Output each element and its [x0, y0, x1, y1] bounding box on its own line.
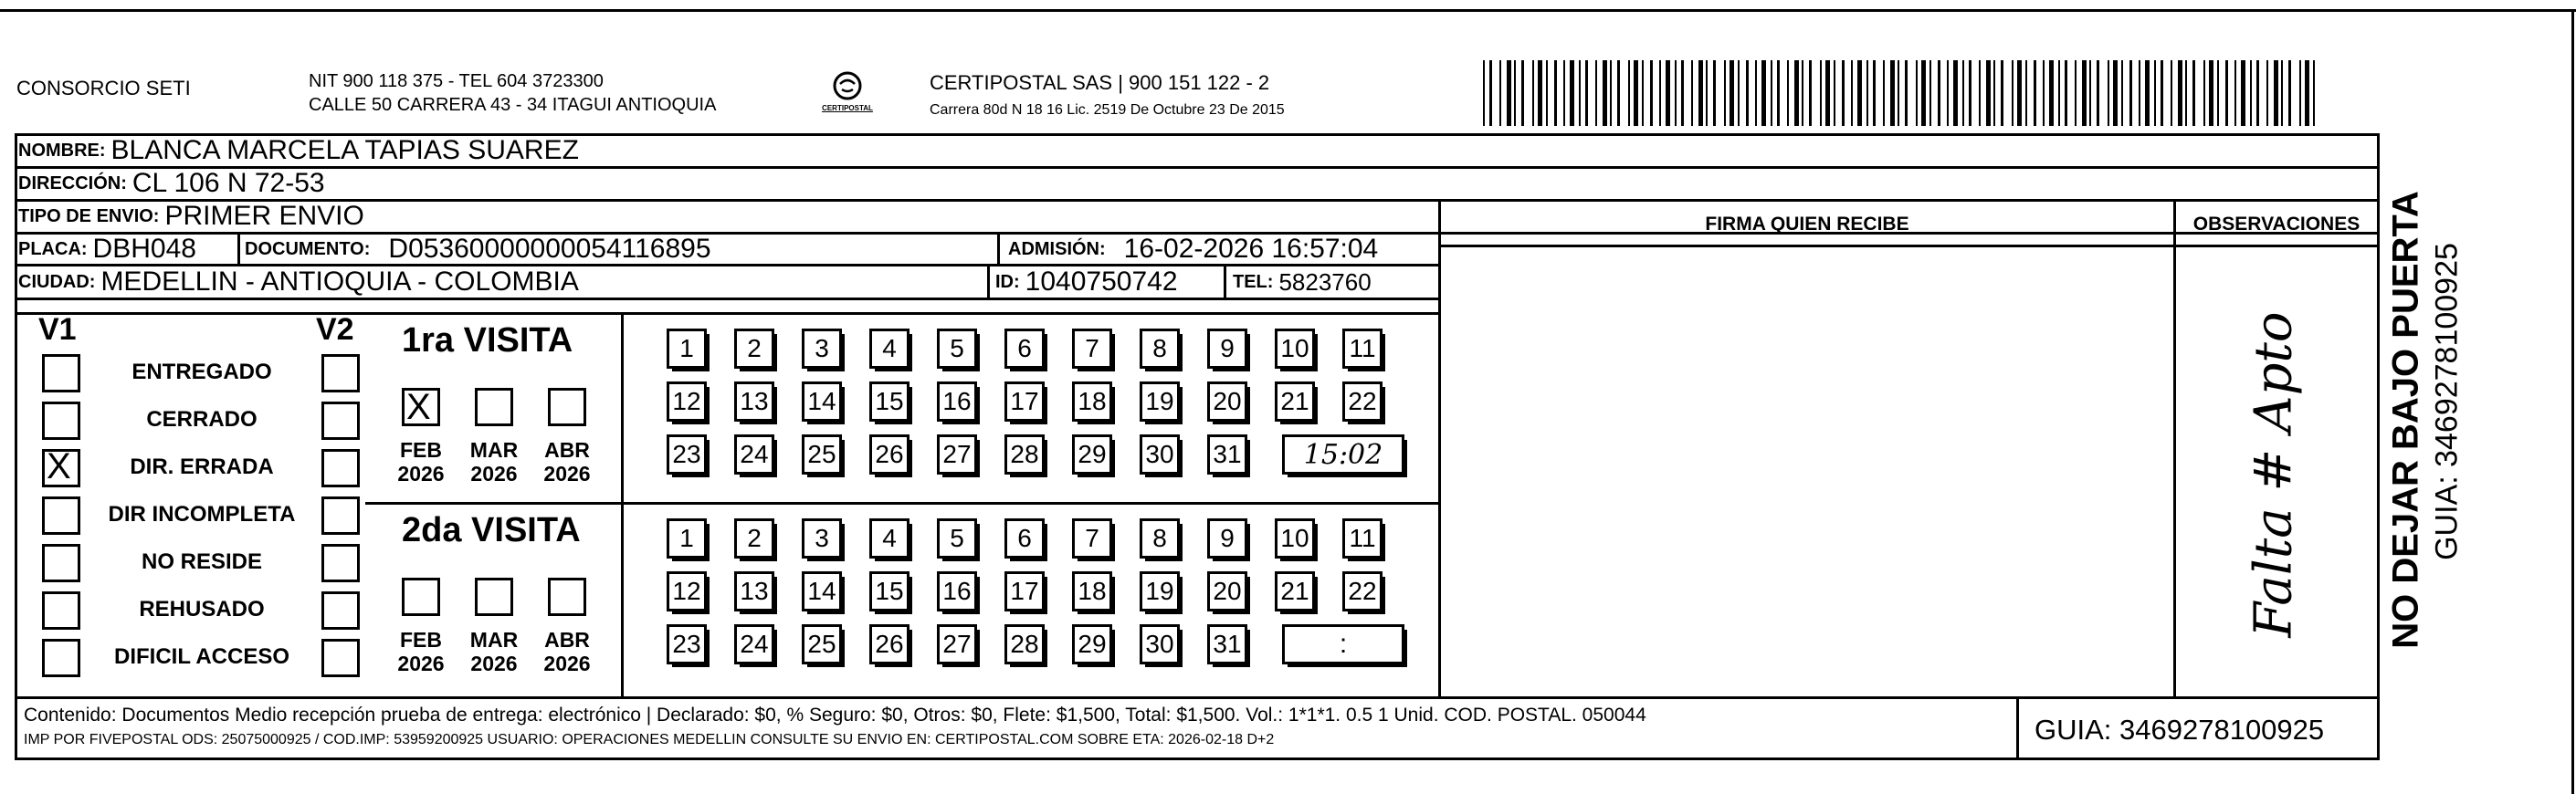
day-box[interactable]: 3 [802, 329, 842, 369]
year-label: 2026 [470, 652, 518, 675]
documento-label: DOCUMENTO: [245, 238, 371, 259]
day-box[interactable]: 9 [1207, 329, 1247, 369]
day-box[interactable]: 26 [869, 624, 909, 664]
rule-guia-div [2016, 696, 2019, 760]
day-box[interactable]: 8 [1140, 329, 1180, 369]
rule-right [2377, 133, 2380, 760]
rule-placa-div [237, 232, 240, 266]
ciudad-value: MEDELLIN - ANTIOQUIA - COLOMBIA [100, 266, 579, 297]
status-label: CERRADO [146, 407, 258, 432]
nombre-label: NOMBRE: [18, 140, 106, 161]
visit1-title: 1ra VISITA [402, 321, 573, 360]
rule-visit-split [365, 502, 1441, 505]
certipostal-logo: CERTIPOSTAL [811, 68, 884, 122]
day-box[interactable]: 25 [802, 624, 842, 664]
v2-checkbox[interactable] [321, 449, 360, 487]
day-box[interactable]: 23 [667, 434, 707, 475]
day-box[interactable]: 13 [734, 381, 774, 422]
day-box[interactable]: 19 [1140, 381, 1180, 422]
v1-checkbox[interactable] [42, 354, 80, 392]
day-box[interactable]: 6 [1004, 329, 1045, 369]
month-check-mark: X [406, 387, 431, 427]
day-box[interactable]: 29 [1072, 434, 1112, 475]
ciudad-label: CIUDAD: [18, 271, 96, 292]
rule-direccion [15, 199, 2380, 202]
day-box[interactable]: 30 [1140, 434, 1180, 475]
barcode [1483, 60, 2323, 126]
day-box[interactable]: 23 [667, 624, 707, 664]
day-box[interactable]: 22 [1342, 571, 1383, 611]
direccion-row [18, 167, 325, 200]
day-box[interactable]: 27 [937, 434, 977, 475]
id-label: ID: [995, 271, 1020, 292]
page-right-rule [2571, 9, 2574, 794]
day-box[interactable]: 19 [1140, 571, 1180, 611]
nit-line: NIT 900 118 375 - TEL 604 3723300 [309, 71, 604, 91]
day-box[interactable]: 1 [667, 518, 707, 559]
admision-row [1008, 233, 1378, 266]
year-label: 2026 [397, 462, 445, 486]
day-box[interactable]: 3 [802, 518, 842, 559]
v1-checkbox[interactable] [42, 496, 80, 535]
day-box[interactable]: 4 [869, 518, 909, 559]
tipo-label: TIPO DE ENVIO: [18, 205, 160, 226]
rule-obs-left [2173, 199, 2176, 699]
day-box[interactable]: 4 [869, 329, 909, 369]
id-value: 1040750742 [1025, 266, 1178, 297]
day-box[interactable]: 20 [1207, 571, 1247, 611]
placa-value: DBH048 [92, 234, 196, 264]
day-box[interactable]: 26 [869, 434, 909, 475]
side-warning: NO DEJAR BAJO PUERTA [2385, 191, 2426, 649]
tel-row [1233, 266, 1372, 298]
status-label: DIR INCOMPLETA [108, 502, 296, 527]
rule-id-div [987, 264, 990, 300]
month-checkbox[interactable] [475, 388, 513, 426]
month-checkbox[interactable] [475, 578, 513, 616]
day-box[interactable]: 11 [1342, 329, 1383, 369]
day-box[interactable]: 2 [734, 329, 774, 369]
rule-firma-left [1438, 199, 1441, 699]
v2-checkbox[interactable] [321, 496, 360, 535]
day-box[interactable]: 31 [1207, 624, 1247, 664]
day-box[interactable]: 10 [1275, 329, 1315, 369]
footer-line2: IMP POR FIVEPOSTAL ODS: 25075000925 / COD.IMP: 53959200925 USUARIO: OPERACIONES MEDELLIN CONSULTE SU ENVIO EN: CERTIPOSTAL.COM SOBRE ETA: 2026-02-18 D+2 [24, 732, 1275, 747]
day-box[interactable]: 12 [667, 571, 707, 611]
observaciones-header: OBSERVACIONES [2192, 214, 2360, 235]
month-checkbox[interactable] [402, 578, 440, 616]
day-box[interactable]: 10 [1275, 518, 1315, 559]
day-box[interactable]: 7 [1072, 329, 1112, 369]
footer-line1: Contenido: Documentos Medio recepción prueba de entrega: electrónico | Declarado: $0, % Seguro: $0, Otros: $0, Flete: $1,500, Total: $1,500. Vol.: 1*1*1. 0.5 1 Unid. COD. POSTAL. 050044 [24, 705, 1646, 726]
day-box[interactable]: 25 [802, 434, 842, 475]
day-box[interactable]: 20 [1207, 381, 1247, 422]
company-name: CONSORCIO SETI [16, 77, 191, 99]
v2-checkbox[interactable] [321, 544, 360, 582]
footer-guia: GUIA: 3469278100925 [2035, 714, 2325, 746]
day-box[interactable]: 5 [937, 518, 977, 559]
page-top-rule [0, 9, 2576, 12]
day-box[interactable]: 30 [1140, 624, 1180, 664]
address-line: CALLE 50 CARRERA 43 - 34 ITAGUI ANTIOQUIA [309, 95, 717, 115]
day-box[interactable]: 12 [667, 381, 707, 422]
v1-checkbox[interactable] [42, 402, 80, 440]
status-label: ENTREGADO [131, 360, 272, 384]
rule-left [15, 133, 17, 760]
rule-grid-top [15, 312, 1441, 315]
v2-checkbox[interactable] [321, 402, 360, 440]
month-label: MAR [469, 438, 519, 462]
signature-area[interactable] [1443, 248, 2171, 695]
day-box[interactable]: 11 [1342, 518, 1383, 559]
year-label: 2026 [470, 462, 518, 486]
documento-value: D05360000000054116895 [388, 234, 711, 264]
rule-footer-top [15, 696, 2380, 699]
day-box[interactable]: 28 [1004, 434, 1045, 475]
tel-value: 5823760 [1278, 267, 1372, 296]
month-label: ABR [544, 628, 590, 652]
tipo-row [18, 200, 364, 233]
status-label: REHUSADO [139, 597, 265, 622]
admision-label: ADMISIÓN: [1008, 238, 1106, 259]
certipostal-line: CERTIPOSTAL SAS | 900 151 122 - 2 [930, 71, 1270, 94]
year-label: 2026 [543, 652, 591, 675]
status-label: DIR. ERRADA [130, 454, 274, 479]
day-box[interactable]: 24 [734, 624, 774, 664]
day-box[interactable]: 15 [869, 571, 909, 611]
day-box[interactable]: 14 [802, 571, 842, 611]
day-box[interactable]: 29 [1072, 624, 1112, 664]
day-box[interactable]: 18 [1072, 571, 1112, 611]
day-box[interactable]: 7 [1072, 518, 1112, 559]
day-box[interactable]: 16 [937, 381, 977, 422]
certipostal-sub: Carrera 80d N 18 16 Lic. 2519 De Octubre 23 De 2015 [930, 102, 1285, 118]
month-label: FEB [400, 628, 442, 652]
admision-value: 16-02-2026 16:57:04 [1123, 234, 1379, 264]
visit2-title: 2da VISITA [402, 511, 581, 549]
day-box[interactable]: 1 [667, 329, 707, 369]
day-box[interactable]: 14 [802, 381, 842, 422]
side-guia: GUIA: 3469278100925 [2429, 243, 2465, 560]
year-label: 2026 [543, 462, 591, 486]
month-checkbox[interactable] [548, 388, 586, 426]
day-box[interactable]: 31 [1207, 434, 1247, 475]
rule-firma-header [1438, 245, 2380, 247]
month-label: FEB [400, 438, 442, 462]
firma-header: FIRMA QUIEN RECIBE [1705, 214, 1909, 235]
month-checkbox[interactable] [548, 578, 586, 616]
id-row [995, 266, 1178, 298]
tel-label: TEL: [1233, 271, 1274, 292]
v2-checkbox[interactable] [321, 354, 360, 392]
documento-row [245, 233, 711, 266]
day-box[interactable]: 24 [734, 434, 774, 475]
v2-checkbox[interactable] [321, 591, 360, 630]
time-box[interactable]: : [1282, 624, 1404, 664]
day-box[interactable]: 21 [1275, 571, 1315, 611]
v1-label: V1 [38, 312, 77, 347]
day-box[interactable]: 21 [1275, 381, 1315, 422]
placa-label: PLACA: [18, 238, 88, 259]
day-box[interactable]: 28 [1004, 624, 1045, 664]
month-label: MAR [469, 628, 519, 652]
day-box[interactable]: 27 [937, 624, 977, 664]
rule-tel-div [1224, 264, 1226, 300]
direccion-label: DIRECCIÓN: [18, 172, 127, 193]
day-box[interactable]: 8 [1140, 518, 1180, 559]
v2-label: V2 [316, 312, 354, 347]
direccion-value: CL 106 N 72-53 [131, 168, 325, 198]
day-box[interactable]: 9 [1207, 518, 1247, 559]
rule-admision-div [997, 232, 1000, 266]
v1-check-mark: X [47, 446, 71, 486]
day-box[interactable]: 17 [1004, 571, 1045, 611]
time-box[interactable]: 15:02 [1282, 434, 1404, 475]
nombre-value: BLANCA MARCELA TAPIAS SUAREZ [110, 135, 579, 165]
rule-visits-div [621, 312, 624, 699]
v1-checkbox[interactable] [42, 446, 80, 487]
observation-note: Falta # Apto [2244, 311, 2304, 638]
placa-row [18, 233, 196, 266]
rule-bottom [15, 757, 2380, 760]
month-checkbox[interactable] [402, 388, 440, 426]
ciudad-row [18, 266, 579, 298]
day-box[interactable]: 18 [1072, 381, 1112, 422]
day-box[interactable]: 16 [937, 571, 977, 611]
day-box[interactable]: 17 [1004, 381, 1045, 422]
year-label: 2026 [397, 652, 445, 675]
v1-checkbox[interactable] [42, 591, 80, 630]
v1-checkbox[interactable] [42, 639, 80, 677]
day-box[interactable]: 2 [734, 518, 774, 559]
tipo-value: PRIMER ENVIO [164, 201, 364, 231]
month-label: ABR [544, 438, 590, 462]
day-box[interactable]: 13 [734, 571, 774, 611]
v1-checkbox[interactable] [42, 544, 80, 582]
day-box[interactable]: 6 [1004, 518, 1045, 559]
day-box[interactable]: 5 [937, 329, 977, 369]
status-label: DIFICIL ACCESO [113, 644, 289, 669]
status-label: NO RESIDE [141, 549, 263, 574]
v2-checkbox[interactable] [321, 639, 360, 677]
day-box[interactable]: 22 [1342, 381, 1383, 422]
day-box[interactable]: 15 [869, 381, 909, 422]
nombre-row [18, 134, 579, 167]
